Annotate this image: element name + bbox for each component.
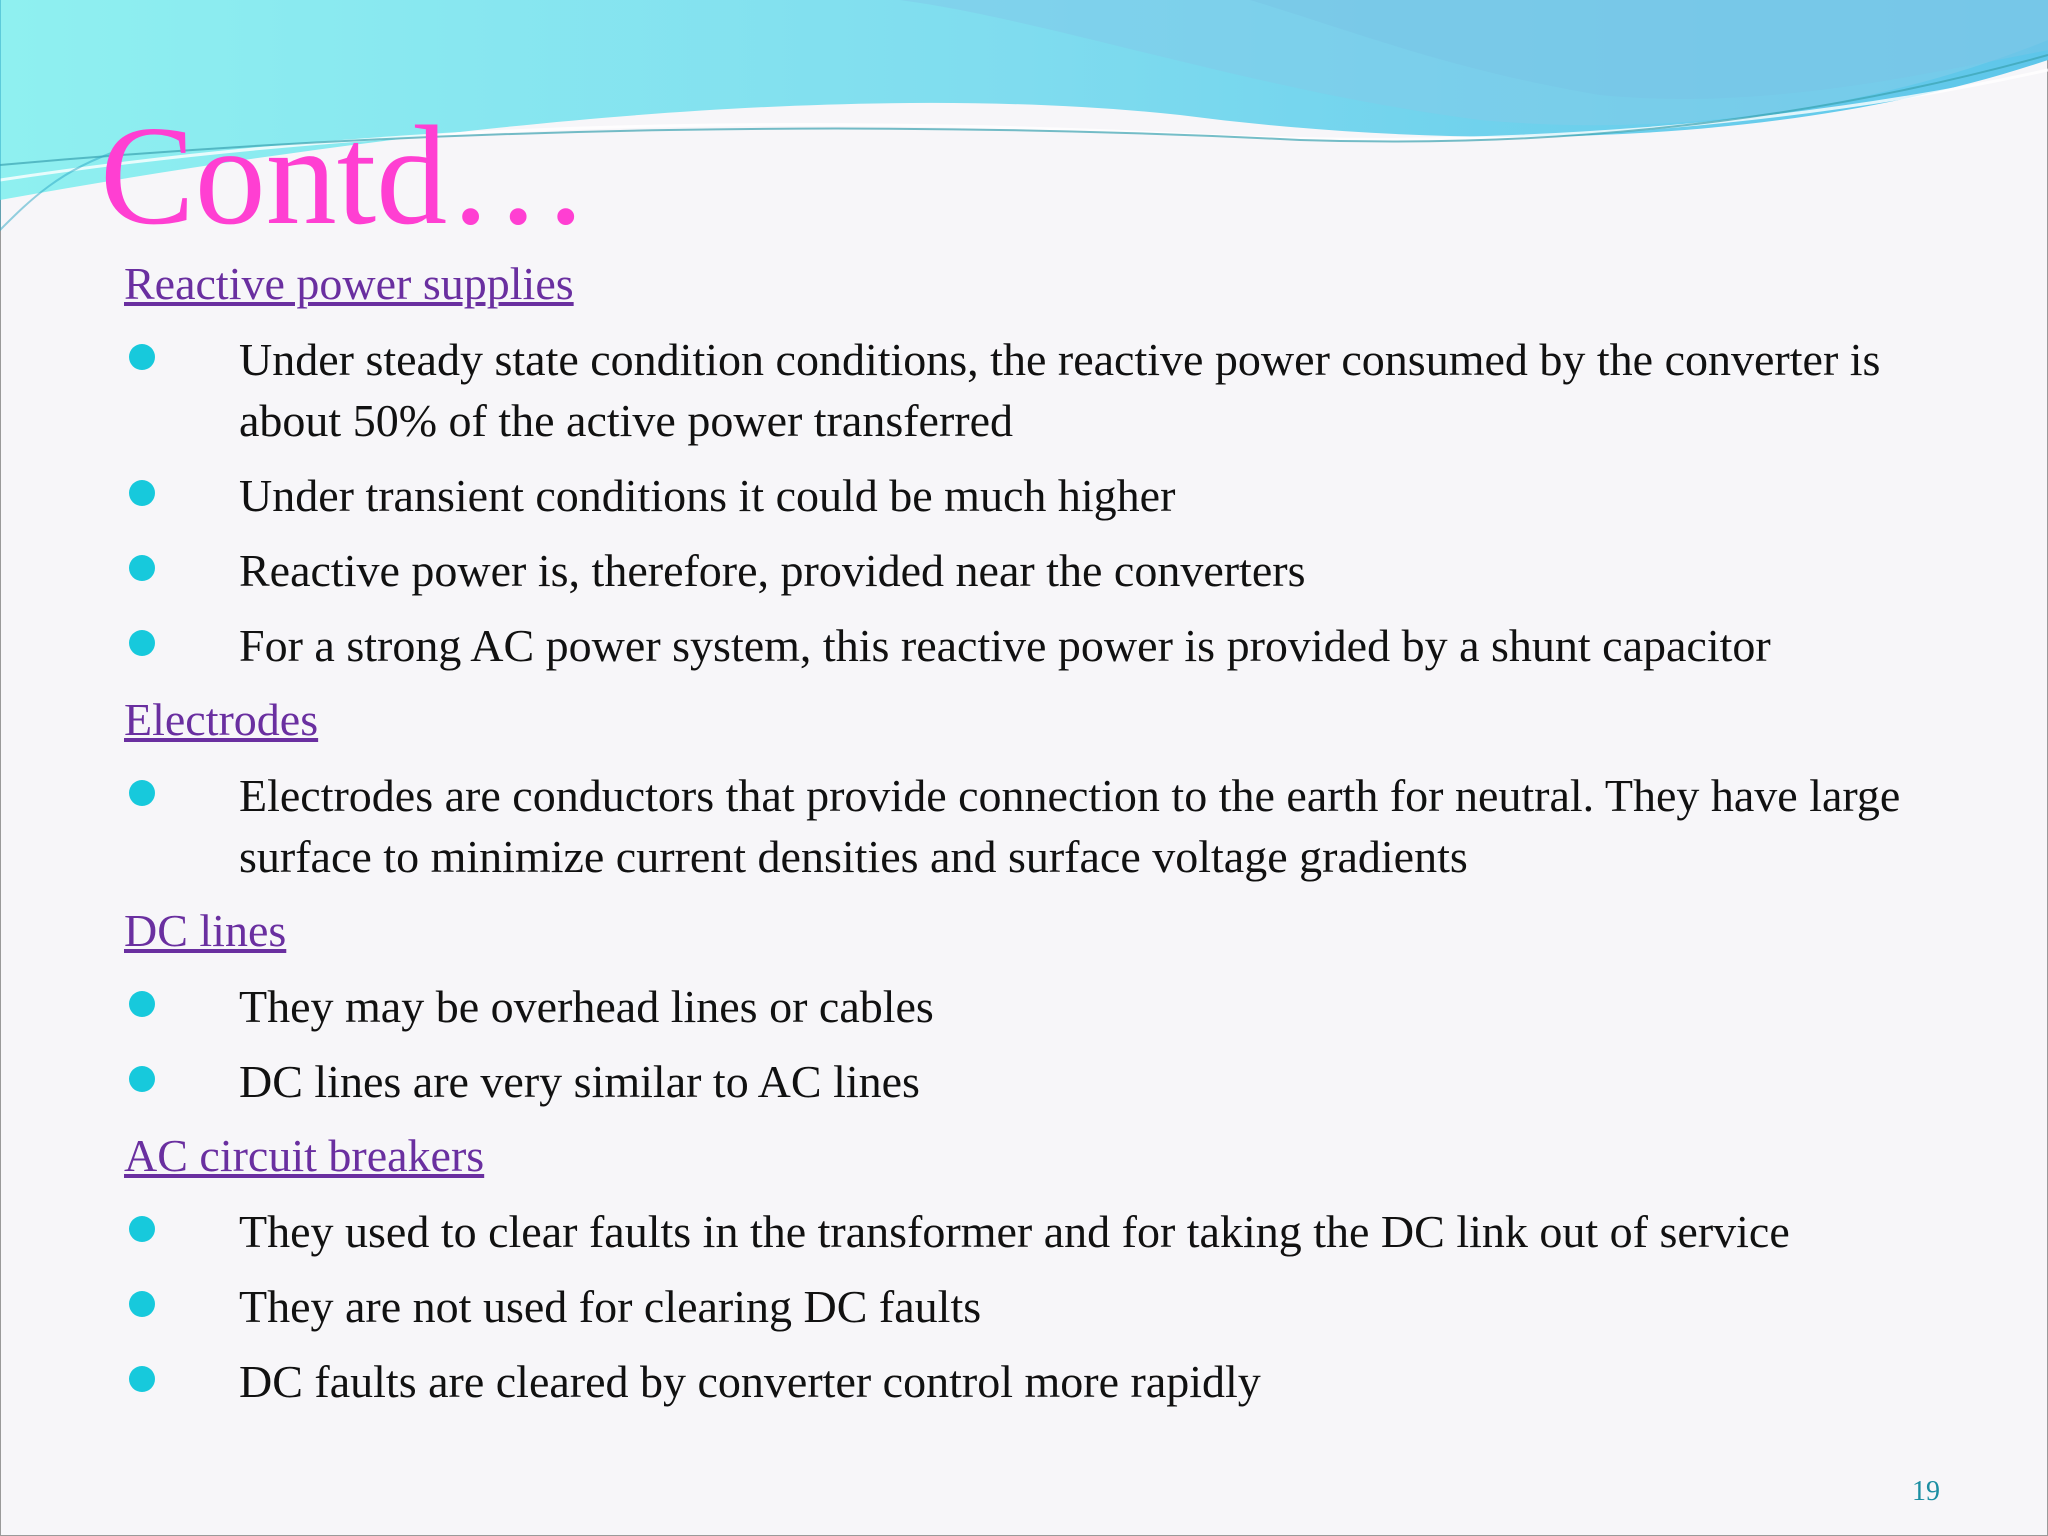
bullet-item [124, 1201, 1924, 1262]
bullet-dot-icon [129, 1066, 155, 1092]
bullet-dot-icon [129, 1216, 155, 1242]
bullet-item [124, 329, 1924, 451]
section-heading[interactable]: DC lines [124, 905, 287, 956]
bullet-item [124, 976, 1924, 1037]
bullet-text: They are not used for clearing DC faults [239, 1281, 982, 1332]
bullet-dot-icon [129, 344, 155, 370]
slide-title: Contd… [100, 96, 590, 254]
section-dc-lines [124, 901, 1924, 1112]
bullet-text: They used to clear faults in the transformer and for taking the DC link out of service [239, 1206, 1790, 1257]
bullet-dot-icon [129, 480, 155, 506]
bullet-dot-icon [129, 555, 155, 581]
bullet-text: For a strong AC power system, this reactive power is provided by a shunt capacitor [239, 620, 1771, 671]
bullet-item [124, 1276, 1924, 1337]
slide-content [124, 254, 1924, 1426]
bullet-text: Under transient conditions it could be much higher [239, 470, 1176, 521]
bullet-text: They may be overhead lines or cables [239, 981, 934, 1032]
bullet-item [124, 465, 1924, 526]
bullet-dot-icon [129, 780, 155, 806]
section-heading[interactable]: Electrodes [124, 694, 319, 745]
bullet-dot-icon [129, 1366, 155, 1392]
bullet-item [124, 765, 1924, 887]
section-ac-circuit-breakers [124, 1126, 1924, 1412]
bullet-item [124, 1351, 1924, 1412]
bullet-dot-icon [129, 630, 155, 656]
bullet-text: DC lines are very similar to AC lines [239, 1056, 920, 1107]
page-number: 19 [1912, 1476, 1940, 1507]
bullet-text: Reactive power is, therefore, provided near the converters [239, 545, 1306, 596]
section-heading[interactable]: AC circuit breakers [124, 1130, 485, 1181]
bullet-item [124, 540, 1924, 601]
bullet-dot-icon [129, 991, 155, 1017]
bullet-item [124, 615, 1924, 676]
bullet-text: Under steady state condition conditions, the reactive power consumed by the converter is about 50% of the active power transferred [239, 334, 1881, 446]
bullet-text: Electrodes are conductors that provide connection to the earth for neutral. They have large surface to minimize current densities and surface voltage gradients [239, 770, 1901, 882]
section-reactive-power-supplies [124, 254, 1924, 676]
bullet-item [124, 1051, 1924, 1112]
bullet-text: DC faults are cleared by converter control more rapidly [239, 1356, 1261, 1407]
section-electrodes [124, 690, 1924, 887]
bullet-dot-icon [129, 1291, 155, 1317]
section-heading[interactable]: Reactive power supplies [124, 258, 574, 309]
